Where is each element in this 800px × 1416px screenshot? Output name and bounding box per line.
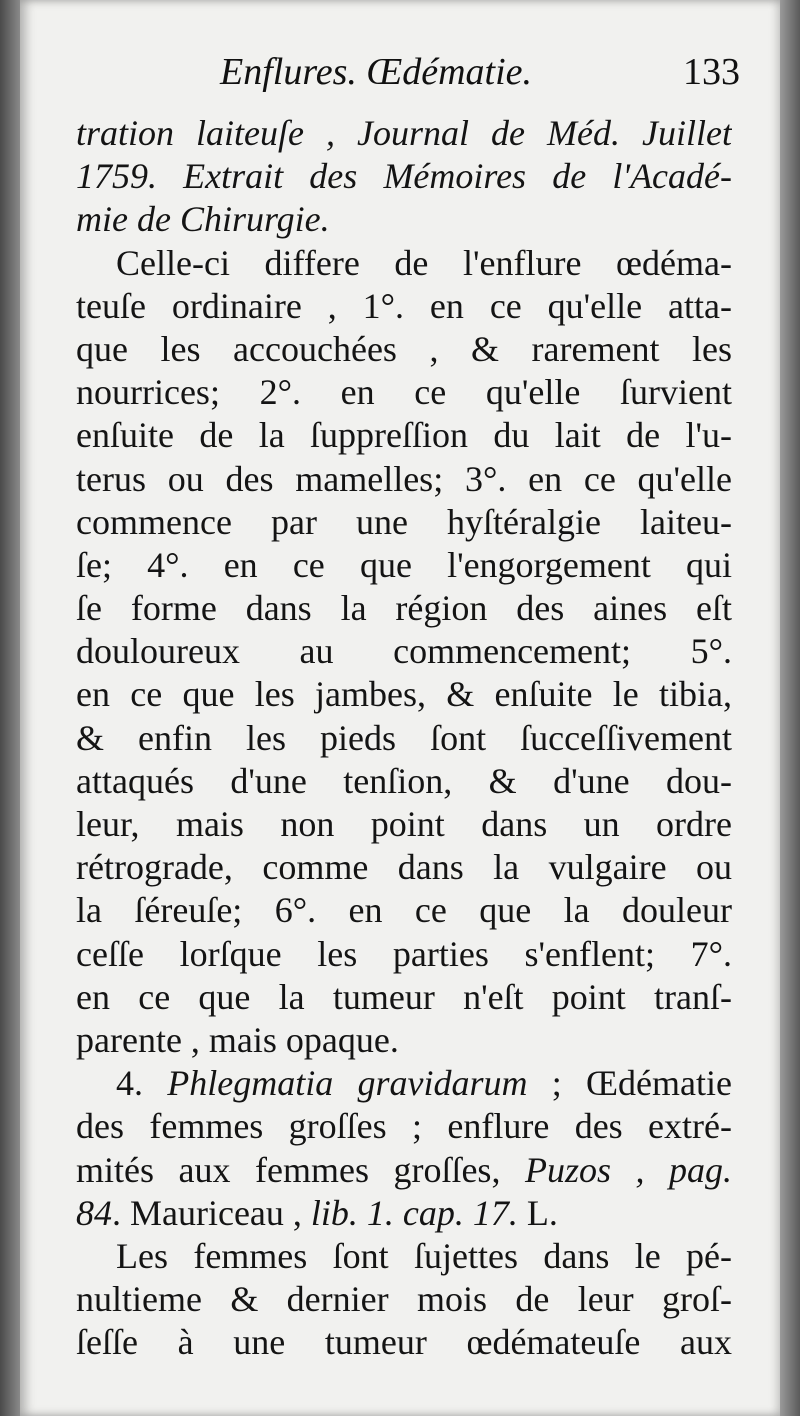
text-span: ceſſe lorſque les parties s'enflent; 7°. xyxy=(76,933,732,974)
text-span: Les femmes ſont ſujettes dans le pé- xyxy=(116,1235,732,1276)
text-span: . Mauriceau , xyxy=(112,1192,311,1233)
text-line xyxy=(76,933,732,976)
text-line xyxy=(76,1235,732,1278)
text-span: 1759. Extrait des Mémoires de l'Acadé- xyxy=(76,156,732,197)
text-span: lib. 1. cap. 17. xyxy=(310,1192,518,1233)
text-span: Phlegmatia gravidarum xyxy=(167,1063,528,1104)
page-number: 133 xyxy=(683,51,740,93)
text-span: rétrograde, comme dans la vulgaire ou xyxy=(76,847,732,888)
text-span: nultieme & dernier mois de leur groſ- xyxy=(76,1279,732,1320)
text-line xyxy=(76,1149,732,1192)
text-span: attaqués d'une tenſion, & d'une dou- xyxy=(76,760,732,801)
text-line xyxy=(76,717,732,760)
text-span: en ce que la tumeur n'eſt point tranſ- xyxy=(76,976,732,1017)
text-line xyxy=(76,889,732,932)
text-span: 84 xyxy=(76,1192,112,1233)
text-line xyxy=(76,846,732,889)
running-title: Enflures. Œdématie. xyxy=(220,51,533,93)
text-span: leur, mais non point dans un ordre xyxy=(76,804,732,844)
text-line xyxy=(76,414,732,457)
text-span: ſe forme dans la région des aines eſt xyxy=(76,588,732,629)
text-line xyxy=(76,803,732,846)
book-gutter-left xyxy=(0,0,20,1416)
text-span: teuſe ordinaire , 1°. en ce qu'elle atta- xyxy=(76,285,732,326)
text-line xyxy=(76,1105,732,1148)
text-span: tration laiteuſe , Journal de Méd. Juillet xyxy=(76,113,732,153)
text-line xyxy=(76,544,732,587)
text-span: douloureux au commencement; 5°. xyxy=(76,631,732,672)
text-span: des femmes groſſes ; enflure des extré- xyxy=(76,1106,732,1147)
text-line xyxy=(76,1062,732,1105)
text-span: la ſéreuſe; 6°. en ce que la douleur xyxy=(76,890,732,931)
text-line xyxy=(76,458,732,501)
text-span: nourrices; 2°. en ce qu'elle ſurvient xyxy=(76,372,732,413)
text-line xyxy=(76,112,732,155)
text-span: parente , mais opaque. xyxy=(76,1019,399,1060)
text-span: mie de Chirurgie. xyxy=(76,199,330,240)
page-header xyxy=(220,50,740,102)
text-span: en ce que les jambes, & enſuite le tibia, xyxy=(76,674,732,715)
text-span: Celle-ci differe de l'enflure œdéma- xyxy=(116,242,732,283)
text-span: enſuite de la ſuppreſſion du lait de l'u- xyxy=(76,415,732,456)
text-line xyxy=(76,1278,732,1321)
body-text xyxy=(76,112,732,1364)
text-span: que les accouchées , & rarement les xyxy=(76,328,732,369)
text-line xyxy=(76,673,732,716)
text-line xyxy=(76,501,732,544)
text-span: commence par une hyſtéralgie laiteu- xyxy=(76,501,732,542)
text-line xyxy=(76,371,732,414)
text-line xyxy=(76,760,732,803)
text-line xyxy=(76,242,732,285)
text-span: & enfin les pieds ſont ſucceſſivement xyxy=(76,717,732,758)
book-edge-right xyxy=(780,0,800,1416)
text-line xyxy=(76,198,732,241)
text-line xyxy=(76,976,732,1019)
text-span: terus ou des mamelles; 3°. en ce qu'elle xyxy=(76,458,732,499)
text-line xyxy=(76,630,732,673)
text-span: Puzos , pag. xyxy=(524,1149,732,1190)
text-line xyxy=(76,285,732,328)
text-line xyxy=(76,587,732,630)
text-line xyxy=(76,155,732,198)
text-span: ; Œdématie xyxy=(527,1063,732,1104)
text-line xyxy=(76,1192,732,1235)
text-span: ſeſſe à une tumeur œdémateuſe aux xyxy=(76,1322,732,1363)
text-span: 4. xyxy=(116,1063,168,1104)
text-line xyxy=(76,1019,732,1062)
text-span: mités aux femmes groſſes, xyxy=(76,1149,525,1190)
text-line xyxy=(76,1321,732,1364)
text-span: ſe; 4°. en ce que l'engorgement qui xyxy=(76,544,732,585)
text-line xyxy=(76,328,732,371)
text-span: L. xyxy=(517,1192,558,1233)
